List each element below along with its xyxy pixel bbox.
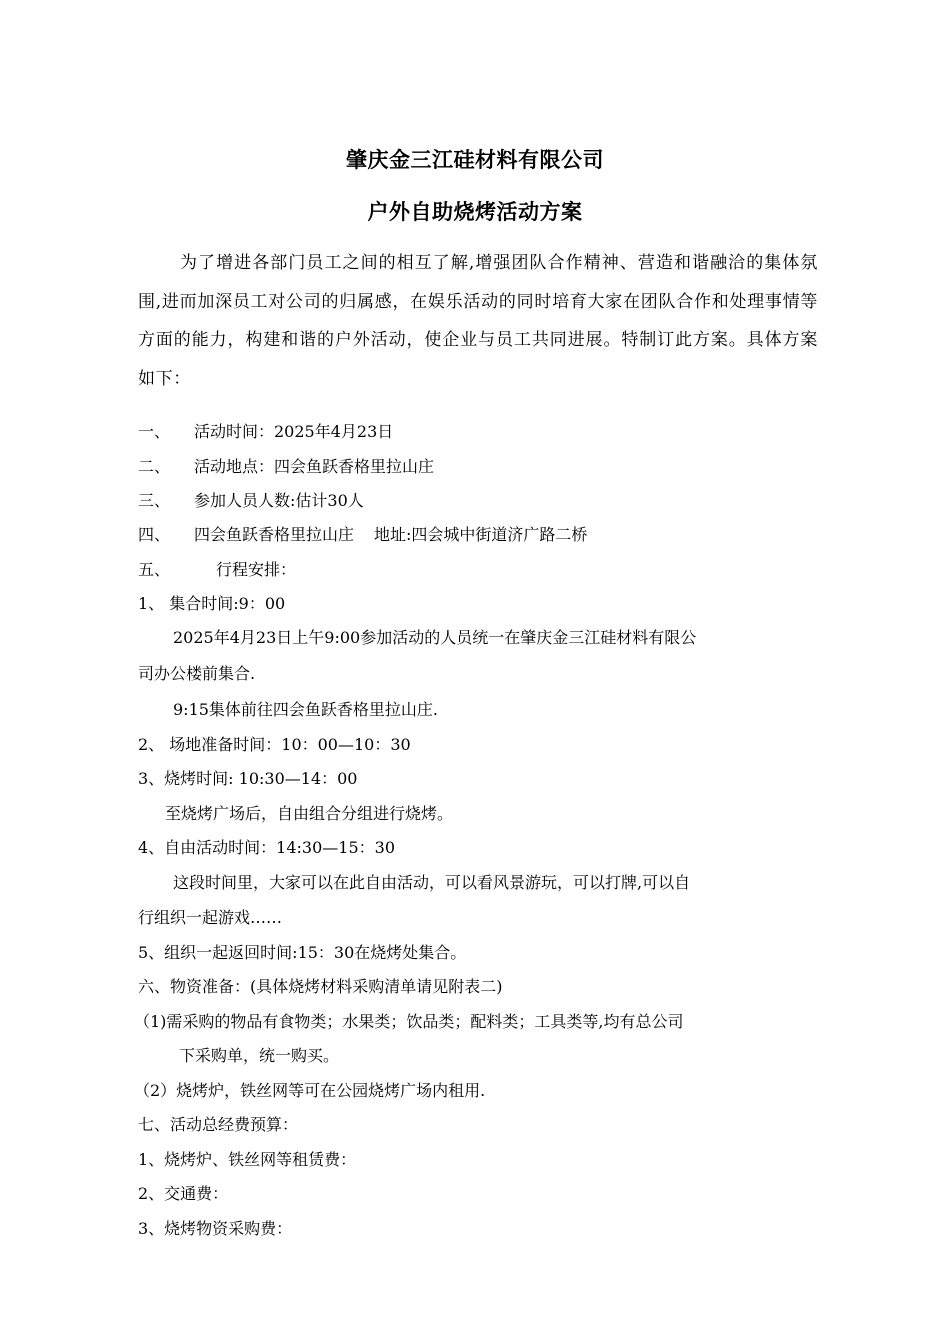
schedule-item-4-detail: 这段时间里，大家可以在此自由活动，可以看风景游玩，可以打牌,可以自 [173, 873, 691, 892]
section-itinerary [138, 558, 296, 582]
section-number: 四、 [138, 525, 171, 544]
section-number: 二、 [138, 457, 171, 476]
section-text: 行程安排： [216, 560, 297, 579]
budget-heading: 七、活动总经费预算： [138, 1115, 299, 1134]
schedule-item-1-detail: 9:15集体前往四会鱼跃香格里拉山庄. [173, 700, 439, 719]
section-number: 三、 [138, 491, 171, 510]
schedule-item-2: 2、 场地准备时间：10：00—10：30 [138, 735, 411, 754]
section-activity-time [138, 420, 393, 444]
schedule-item-4-detail: 行组织一起游戏…… [138, 908, 283, 927]
schedule-item-5: 5、组织一起返回时间:15：30在烧烤处集合。 [138, 943, 467, 962]
budget-item-1: 1、烧烤炉、铁丝网等租赁费： [138, 1150, 357, 1169]
section-text: 活动地点：四会鱼跃香格里拉山庄 [194, 457, 435, 476]
document-title: 户外自助烧烤活动方案 [367, 200, 583, 224]
supplies-item-1: （1)需采购的物品有食物类；水果类；饮品类；配料类；工具类等,均有总公司 [134, 1012, 684, 1031]
supplies-heading: 六、物资准备：(具体烧烤材料采购清单请见附表二) [138, 977, 503, 996]
schedule-item-1-detail: 司办公楼前集合. [138, 664, 256, 683]
schedule-item-1: 1、 集合时间:9：00 [138, 594, 286, 613]
section-participants [138, 489, 364, 513]
section-text: 参加人员人数:估计30人 [194, 491, 364, 510]
schedule-item-4: 4、自由活动时间：14:30—15：30 [138, 838, 396, 857]
section-number: 一、 [138, 422, 171, 441]
venue-address: 地址:四会城中街道济广路二桥 [374, 525, 588, 544]
budget-item-3: 3、烧烤物资采购费： [138, 1219, 293, 1238]
section-activity-location [138, 455, 434, 479]
schedule-item-3-detail: 至烧烤广场后，自由组合分组进行烧烤。 [165, 804, 454, 823]
section-text: 四会鱼跃香格里拉山庄 [194, 525, 355, 544]
budget-item-2: 2、交通费： [138, 1184, 229, 1203]
supplies-item-2: （2）烧烤炉，铁丝网等可在公园烧烤广场内租用. [134, 1081, 486, 1100]
section-venue-address [138, 523, 587, 547]
intro-paragraph: 为了增进各部门员工之间的相互了解,增强团队合作精神、营造和谐融洽的集体氛围,进而加深员工对公司的归属感，在娱乐活动的同时培育大家在团队合作和处理事情等方面的能力，构建和谐的户外活动，使企业与员工共同进展。特制订此方案。具体方案如下： [138, 253, 818, 389]
schedule-item-3: 3、烧烤时间: 10:30—14：00 [138, 769, 358, 788]
schedule-item-1-detail: 2025年4月23日上午9:00参加活动的人员统一在肇庆金三江硅材料有限公 [173, 628, 697, 647]
company-title: 肇庆金三江硅材料有限公司 [346, 148, 604, 172]
supplies-item-1-cont: 下采购单，统一购买。 [179, 1046, 340, 1065]
section-text: 活动时间：2025年4月23日 [194, 422, 394, 441]
section-number: 五、 [138, 560, 171, 579]
